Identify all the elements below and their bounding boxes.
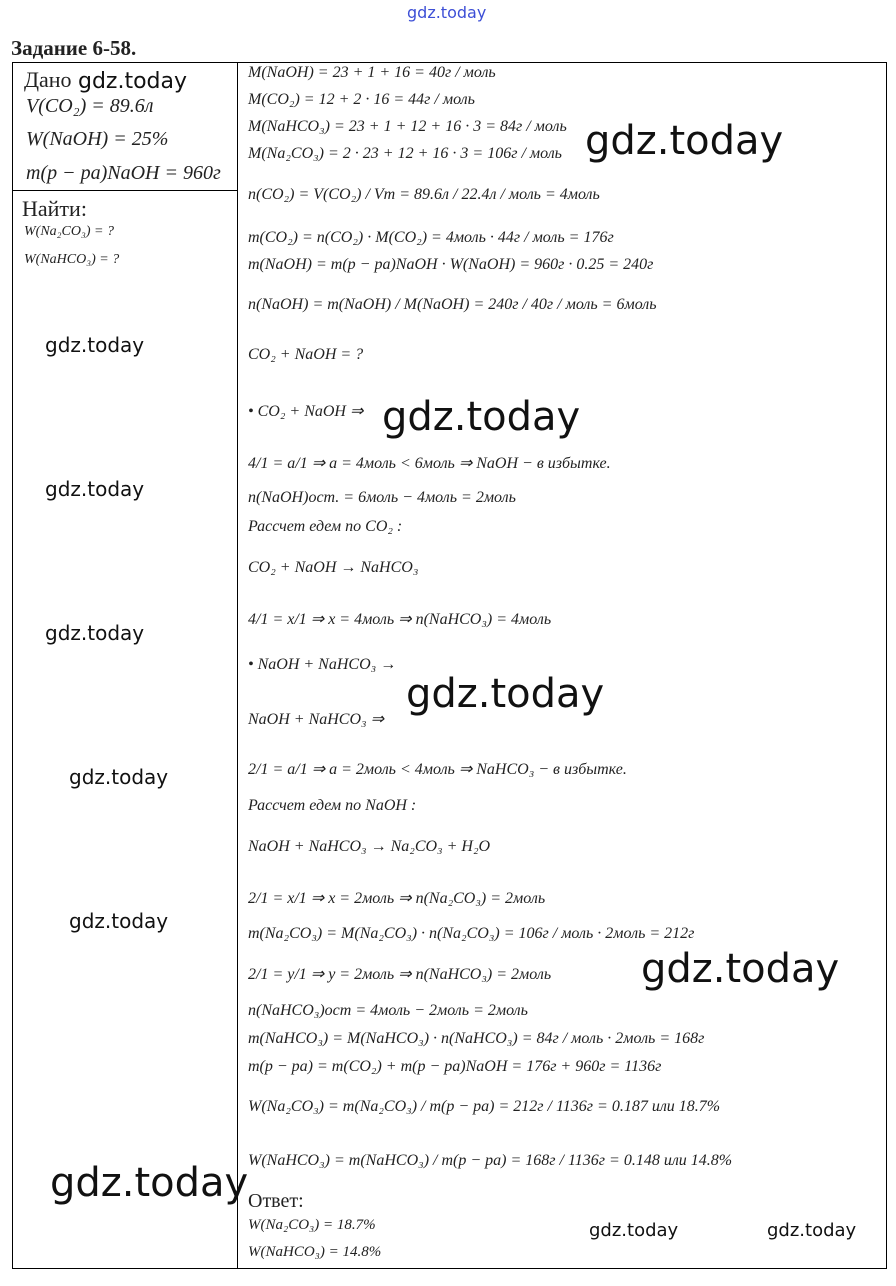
watermark: gdz.today	[78, 69, 188, 94]
answer-label: Ответ:	[248, 1190, 304, 1212]
watermark: gdz.today	[585, 118, 784, 164]
watermark: gdz.today	[69, 765, 169, 789]
watermark: gdz.today	[589, 1220, 679, 1241]
watermark: gdz.today	[767, 1220, 857, 1241]
solution-line: NaOH + NaHCO₃ ⇒	[248, 711, 384, 728]
given-solution-mass: m(p − pa)NaOH = 960г	[26, 162, 221, 184]
find-item-na2co3: W(Na₂CO₃) = ?	[24, 224, 114, 239]
solution-line: M(NaHCO₃) = 23 + 1 + 12 + 16 · 3 = 84г / моль	[248, 118, 567, 135]
given-divider	[12, 190, 238, 191]
watermark: gdz.today	[45, 333, 145, 357]
solution-line: W(NaHCO₃) = m(NaHCO₃) / m(p − pa) = 168г / 1136г = 0.148 или 14.8%	[248, 1152, 733, 1169]
solution-line: n(NaOH) = m(NaOH) / M(NaOH) = 240г / 40г / моль = 6моль	[248, 296, 657, 313]
watermark: gdz.today	[641, 946, 840, 992]
solution-line: • CO₂ + NaOH ⇒	[248, 403, 364, 420]
watermark-top: gdz.today	[407, 3, 487, 22]
solution-line: m(p − pa) = m(CO₂) + m(p − pa)NaOH = 176г + 960г = 1136г	[248, 1058, 662, 1075]
solution-line: n(CO₂) = V(CO₂) / Vm = 89.6л / 22.4л / моль = 4моль	[248, 186, 600, 203]
solution-line: 4/1 = a/1 ⇒ a = 4моль < 6моль ⇒ NaOH − в избытке.	[248, 455, 611, 472]
solution-line: m(NaHCO₃) = M(NaHCO₃) · n(NaHCO₃) = 84г / моль · 2моль = 168г	[248, 1030, 705, 1047]
solution-line: Рассчет едем по NaOH :	[248, 797, 417, 814]
watermark: gdz.today	[50, 1160, 249, 1206]
given-volume: V(CO₂) = 89.6л	[26, 95, 154, 117]
solution-line: W(Na₂CO₃) = m(Na₂CO₃) / m(p − pa) = 212г / 1136г = 0.187 или 18.7%	[248, 1098, 721, 1115]
answer-nahco3: W(NaHCO₃) = 14.8%	[248, 1244, 382, 1260]
task-title: Задание 6-58.	[11, 36, 137, 60]
answer-na2co3: W(Na₂CO₃) = 18.7%	[248, 1217, 376, 1233]
solution-line: CO₂ + NaOH = ?	[248, 346, 364, 363]
solution-line: 2/1 = a/1 ⇒ a = 2моль < 4моль ⇒ NaHCO₃ − в избытке.	[248, 761, 627, 778]
watermark: gdz.today	[69, 909, 169, 933]
given-label: Дано	[24, 67, 72, 92]
solution-line: M(Na₂CO₃) = 2 · 23 + 12 + 16 · 3 = 106г / моль	[248, 145, 562, 162]
solution-line: m(Na₂CO₃) = M(Na₂CO₃) · n(Na₂CO₃) = 106г / моль · 2моль = 212г	[248, 925, 695, 942]
watermark: gdz.today	[45, 621, 145, 645]
solution-line: NaOH + NaHCO₃ → Na₂CO₃ + H₂O	[248, 838, 491, 855]
solution-line: 4/1 = x/1 ⇒ x = 4моль ⇒ n(NaHCO₃) = 4моль	[248, 611, 552, 628]
solution-line: m(CO₂) = n(CO₂) · M(CO₂) = 4моль · 44г / моль = 176г	[248, 229, 614, 246]
watermark: gdz.today	[45, 477, 145, 501]
watermark: gdz.today	[382, 394, 581, 440]
solution-line: • NaOH + NaHCO₃ →	[248, 656, 397, 673]
solution-line: n(NaOH)ост. = 6моль − 4моль = 2моль	[248, 489, 516, 506]
column-divider	[237, 62, 238, 1269]
find-item-nahco3: W(NaHCO₃) = ?	[24, 252, 120, 267]
given-mass-fraction: W(NaOH) = 25%	[26, 128, 169, 150]
solution-line: 2/1 = y/1 ⇒ y = 2моль ⇒ n(NaHCO₃) = 2моль	[248, 966, 552, 983]
watermark: gdz.today	[406, 671, 605, 717]
solution-line: m(NaOH) = m(p − pa)NaOH · W(NaOH) = 960г · 0.25 = 240г	[248, 256, 654, 273]
solution-line: CO₂ + NaOH → NaHCO₃	[248, 559, 419, 576]
solution-line: M(NaOH) = 23 + 1 + 16 = 40г / моль	[248, 64, 496, 81]
solution-line: 2/1 = x/1 ⇒ x = 2моль ⇒ n(Na₂CO₃) = 2моль	[248, 890, 546, 907]
solution-line: n(NaHCO₃)ост = 4моль − 2моль = 2моль	[248, 1002, 528, 1019]
find-label: Найти:	[22, 196, 87, 221]
solution-line: M(CO₂) = 12 + 2 · 16 = 44г / моль	[248, 91, 475, 108]
solution-line: Рассчет едем по CO₂ :	[248, 518, 403, 535]
